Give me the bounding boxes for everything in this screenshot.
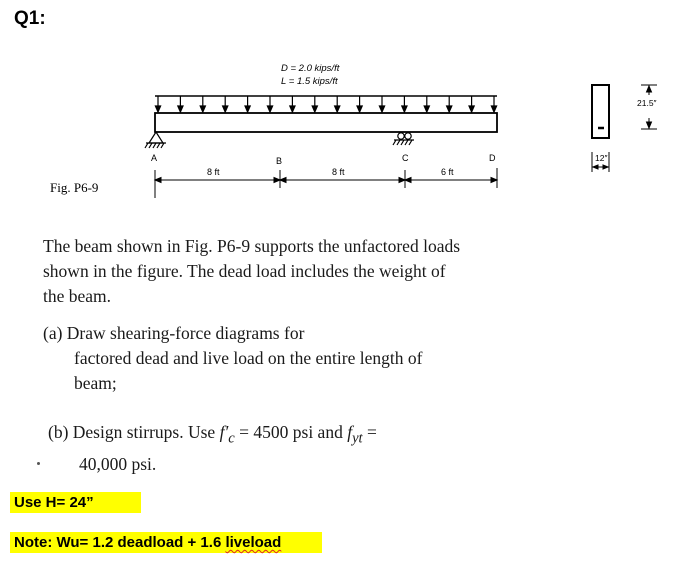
dead-load-label: D = 2.0 kips/ft <box>281 63 340 74</box>
fy-subscript: yt <box>352 430 363 447</box>
load-arrow-head <box>178 106 183 112</box>
part-b-mid: = 4500 psi and <box>234 422 348 442</box>
problem-statement: The beam shown in Fig. P6-9 supports the unfactored loads shown in the figure. The dead load includes the weight of the beam. <box>43 236 461 306</box>
cross-section <box>592 85 609 138</box>
part-b-prefix: (b) Design stirrups. Use <box>48 422 220 442</box>
load-arrow-head <box>290 106 295 112</box>
span-ab-label: 8 ft <box>207 167 220 177</box>
part-b-rest: 40,000 psi. <box>79 453 157 474</box>
pin-support-a <box>145 132 166 148</box>
load-arrow-head <box>491 106 496 112</box>
load-arrow-head <box>402 106 407 112</box>
use-h-note: Use H= 24” <box>10 492 141 513</box>
beam-body <box>155 113 497 132</box>
part-a-first-line: (a) Draw shearing-force diagrams for <box>43 323 305 343</box>
load-arrow-head <box>200 106 205 112</box>
distributed-load-arrows <box>155 96 497 112</box>
load-arrow-head <box>335 106 340 112</box>
section-height-label: 21.5″ <box>637 98 657 108</box>
part-a-rest: factored dead and live load on the entire length of beam; <box>74 348 423 393</box>
part-b-end: = <box>362 422 377 442</box>
load-arrow-head <box>223 106 228 112</box>
roller-support-c <box>393 133 414 145</box>
fy-symbol: f <box>347 422 353 442</box>
load-arrow-head <box>245 106 250 112</box>
load-arrow-head <box>155 106 160 112</box>
load-arrow-head <box>312 106 317 112</box>
part-a <box>43 321 423 396</box>
span-bc-label: 8 ft <box>332 167 345 177</box>
support-label-a: A <box>151 153 158 163</box>
load-arrow-head <box>357 106 362 112</box>
support-label-b: B <box>276 156 283 166</box>
load-arrow-head <box>424 106 429 112</box>
question-title: Q1: <box>14 8 46 29</box>
load-arrow-head <box>447 106 452 112</box>
note-prefix: Note: Wu= 1.2 deadload + 1.6 <box>14 534 226 551</box>
support-label-d: D <box>489 153 496 163</box>
load-arrow-head <box>469 106 474 112</box>
factored-load-note <box>10 532 322 553</box>
stray-dot <box>37 462 40 465</box>
load-arrow-head <box>379 106 384 112</box>
support-label-c: C <box>402 153 409 163</box>
load-arrow-head <box>267 106 272 112</box>
fc-subscript: c <box>228 430 235 447</box>
figure-label: Fig. P6-9 <box>50 180 99 195</box>
beam-figure <box>0 0 692 210</box>
fc-symbol: f′ <box>219 422 229 442</box>
live-load-label: L = 1.5 kips/ft <box>281 76 338 87</box>
span-cd-label: 6 ft <box>441 167 454 177</box>
part-b <box>48 420 468 477</box>
note-liveload: liveload <box>225 534 282 551</box>
section-width-label: 12″ <box>595 153 608 163</box>
